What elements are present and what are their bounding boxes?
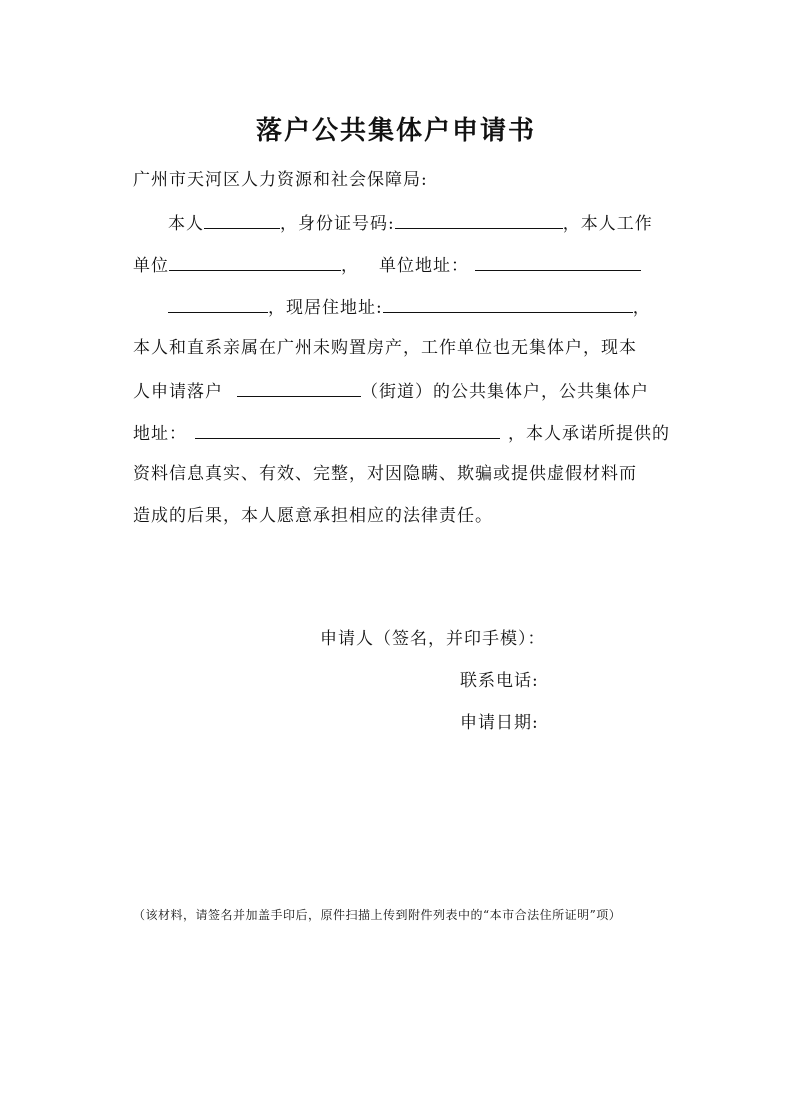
- label-residence: ，现居住地址: [268, 298, 376, 318]
- employer-comma: ，: [341, 256, 359, 276]
- label-apply-settle: 人申请落户: [133, 382, 223, 402]
- id-colon: :: [388, 214, 395, 234]
- addressee: 广州市天河区人力资源和社会保障局:: [133, 170, 428, 190]
- phone-label: 联系电话:: [460, 671, 539, 691]
- line-employer: [133, 252, 641, 278]
- residence-colon: :: [376, 298, 383, 318]
- statement-line-2: 资料信息真实、有效、完整，对因隐瞒、欺骗或提供虚假材料而: [133, 464, 637, 484]
- unit-address-blank[interactable]: [475, 252, 641, 271]
- page-title: 落户公共集体户申请书: [255, 116, 536, 146]
- line-collective-address: [133, 420, 670, 446]
- label-address: 地址：: [133, 424, 187, 444]
- label-unit-address: 单位地址：: [379, 256, 469, 276]
- residence-comma: ，: [632, 298, 651, 318]
- label-unit: 单位: [133, 256, 169, 276]
- applicant-signature-label: 申请人（签名，并印手模）：: [320, 629, 546, 649]
- unit-address-blank-continued[interactable]: [168, 294, 268, 313]
- label-work: ，本人工作: [562, 214, 653, 234]
- footnote: （该材料，请签名并加盖手印后，原件扫描上传到附件列表中的“本市合法住所证明”项）: [133, 908, 622, 922]
- collective-address-blank[interactable]: [195, 420, 500, 439]
- line-name-id: [168, 210, 653, 236]
- label-id-number: ，身份证号码: [280, 214, 388, 234]
- id-number-blank[interactable]: [395, 210, 563, 229]
- statement-line-1: 本人和直系亲属在广州未购置房产，工作单位也无集体户，现本: [133, 338, 637, 358]
- residence-address-blank[interactable]: [383, 294, 633, 313]
- date-label: 申请日期:: [460, 713, 539, 733]
- name-blank[interactable]: [204, 210, 280, 229]
- label-street: （街道）的公共集体户，公共集体户: [361, 382, 649, 402]
- label-self: 本人: [168, 214, 204, 234]
- employer-blank[interactable]: [169, 252, 341, 271]
- line-settle: [133, 378, 649, 404]
- label-promise: ，本人承诺所提供的: [508, 424, 670, 444]
- line-residence: [168, 294, 651, 320]
- statement-line-3: 造成的后果，本人愿意承担相应的法律责任。: [133, 506, 493, 526]
- street-blank[interactable]: [237, 378, 361, 397]
